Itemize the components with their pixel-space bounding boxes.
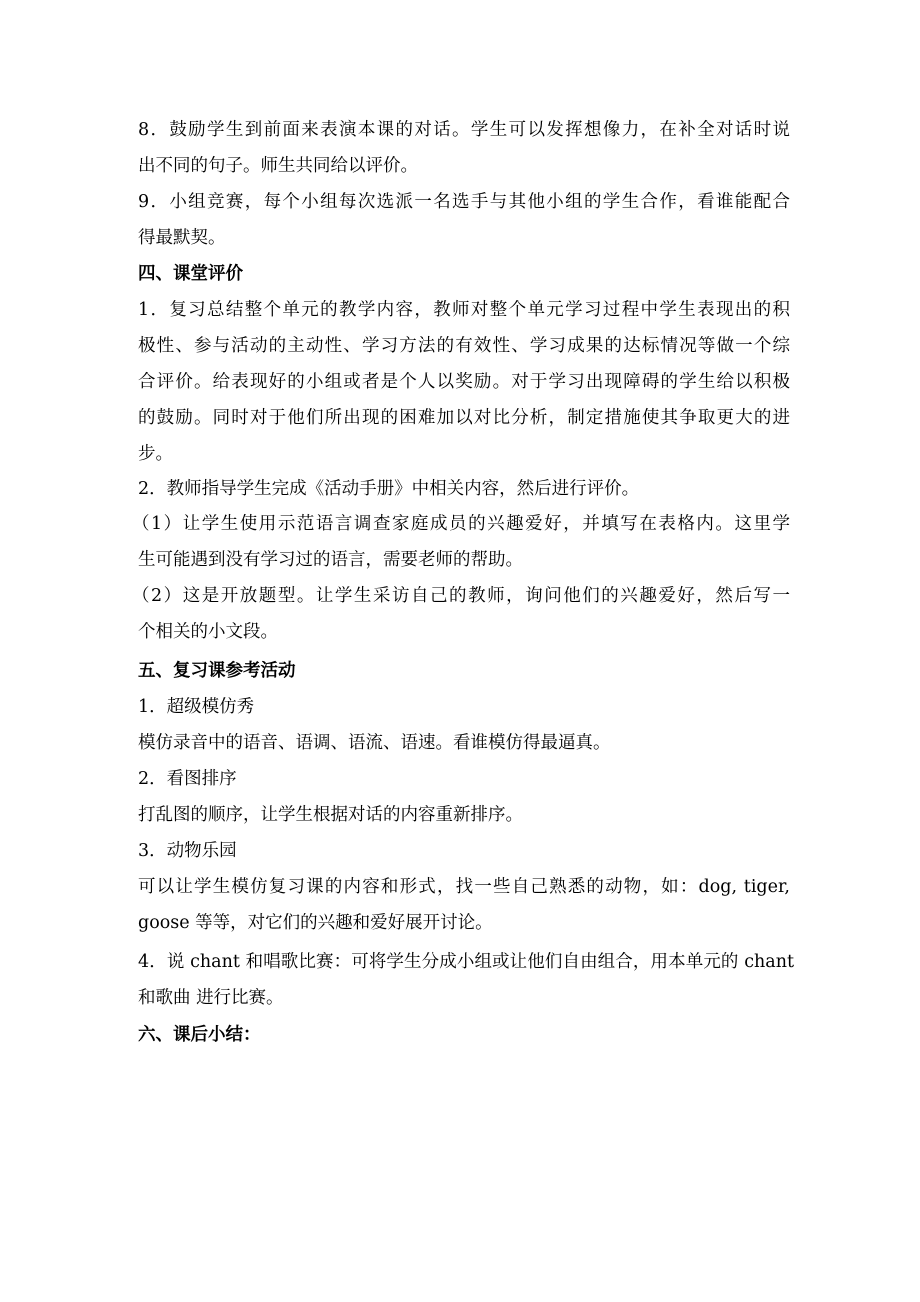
paragraph-line: （2）这是开放题型。让学生采访自己的教师，询问他们的兴趣爱好，然后写一 (132, 586, 790, 606)
paragraph-line: 合评价。给表现好的小组或者是个人以奖励。对于学习出现障碍的学生给以积极 (138, 372, 790, 392)
paragraph-line: 的鼓励。同时对于他们所出现的困难加以对比分析，制定措施使其争取更大的进 (138, 408, 790, 428)
section-heading: 五、复习课参考活动 (138, 661, 296, 681)
section-heading: 六、课后小结： (138, 1025, 261, 1045)
paragraph-line: goose 等等，对它们的兴趣和爱好展开讨论。 (138, 913, 493, 933)
activity-title: 1．超级模仿秀 (138, 697, 255, 717)
paragraph-line: 1．复习总结整个单元的教学内容，教师对整个单元学习过程中学生表现出的积 (138, 300, 790, 320)
paragraph-line: 得最默契。 (138, 228, 226, 248)
paragraph-line: 4．说 chant 和唱歌比赛：可将学生分成小组或让他们自由组合，用本单元的 chant (138, 952, 794, 972)
paragraph-line: 可以让学生模仿复习课的内容和形式，找一些自己熟悉的动物，如：dog, tiger, (138, 877, 790, 897)
activity-title: 2．看图排序 (138, 769, 237, 789)
paragraph-line: （1）让学生使用示范语言调查家庭成员的兴趣爱好，并填写在表格内。这里学 (132, 514, 790, 534)
paragraph-line: 8．鼓励学生到前面来表演本课的对话。学生可以发挥想像力，在补全对话时说 (138, 120, 790, 140)
paragraph-line: 个相关的小文段。 (138, 622, 278, 642)
paragraph-line: 模仿录音中的语音、语调、语流、语速。看谁模仿得最逼真。 (138, 733, 611, 753)
paragraph-line: 极性、参与活动的主动性、学习方法的有效性、学习成果的达标情况等做一个综 (138, 336, 790, 356)
paragraph-line: 9．小组竞赛，每个小组每次选派一名选手与其他小组的学生合作，看谁能配合 (138, 192, 790, 212)
paragraph-line: 打乱图的顺序，让学生根据对话的内容重新排序。 (138, 805, 523, 825)
paragraph-line: 2．教师指导学生完成《活动手册》中相关内容，然后进行评价。 (138, 479, 640, 499)
paragraph-line: 出不同的句子。师生共同给以评价。 (138, 156, 418, 176)
paragraph-line: 步。 (138, 444, 173, 464)
activity-title: 3．动物乐园 (138, 841, 237, 861)
paragraph-line: 生可能遇到没有学习过的语言，需要老师的帮助。 (138, 550, 523, 570)
paragraph-line: 和歌曲 进行比赛。 (138, 988, 284, 1008)
section-heading: 四、课堂评价 (138, 264, 243, 284)
